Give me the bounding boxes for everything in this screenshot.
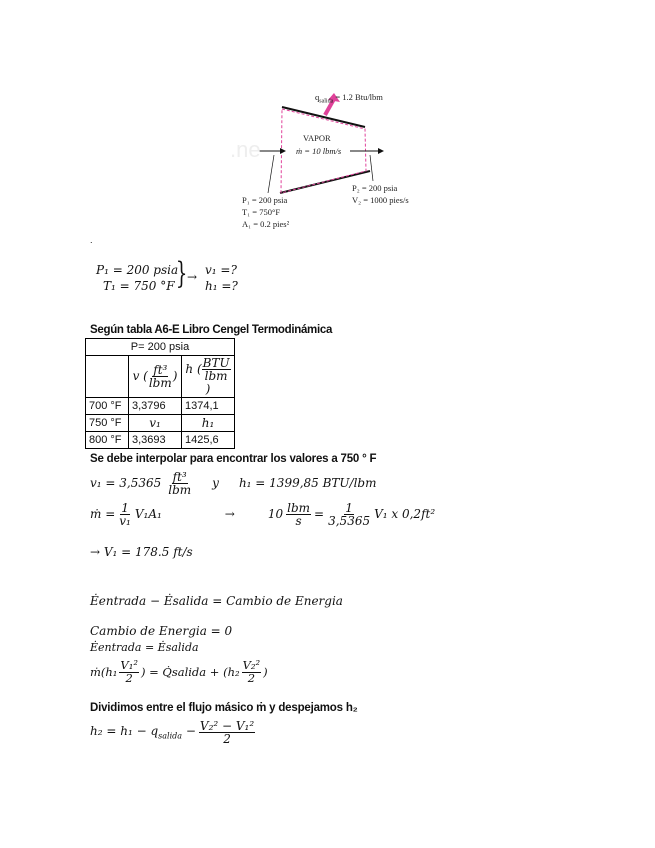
table-header: P= 200 psia xyxy=(86,339,235,356)
eq-velocity: → V₁ = 178.5 ft/s xyxy=(90,545,193,559)
top-wall xyxy=(282,107,365,127)
eq-energy-balance: Ėentrada − Ėsalida = Cambio de Energia xyxy=(90,594,343,608)
eq-interp-result: v₁ = 3,5365 $\frac{\text{ft³}}{\text{lbm}}$ y h₁ = 1399,85 BTU/lbm xyxy=(90,469,377,497)
unknowns: v₁ =? h₁ =? xyxy=(205,263,238,293)
eq-change-zero: Cambio de Energia = 0 xyxy=(90,624,233,638)
watermark: .ne xyxy=(230,137,261,162)
outlet-conditions: P₂ = 200 psia V₂ = 1000 pies/s xyxy=(352,183,409,205)
table-row: 700 °F 3,3796 1374,1 xyxy=(86,398,235,415)
eq-in-out: Ėentrada = Ėsalida xyxy=(90,641,199,654)
interp-text: Se debe interpolar para encontrar los valores a 750 ° F xyxy=(90,453,377,465)
eq-h2: $h_2 = h_1 - q_{salida}$ − $\frac{\text{V₂² − V₁²}}{2}$ xyxy=(90,718,255,746)
arrow: → xyxy=(187,270,198,284)
property-table xyxy=(85,338,235,449)
col-h-header: h ( $\frac{\text{BTU}}{\text{lbm}}$ ) xyxy=(182,356,235,398)
fluid-label: VAPOR xyxy=(303,133,331,143)
brace: } xyxy=(175,256,188,291)
table-row: 800 °F 3,3693 1425,6 xyxy=(86,432,235,449)
given-block: P₁ = 200 psia T₁ = 750 °F xyxy=(96,263,179,293)
mass-flow-label: ṁ = 10 lbm/s xyxy=(296,146,342,156)
table-title: Según tabla A6-E Libro Cengel Termodinámica xyxy=(90,324,333,336)
eq-mass-flow: ṁ = $\frac{1}{\text{v₁}}$ V₁A₁ → 10 $\frac{\text{lbm}}{s}$ = $\frac{1}{3,5365}$ V₁ x 0,2ft² xyxy=(90,500,436,528)
dot-mark: . xyxy=(90,235,93,245)
eq-energy-expanded: ṁ(h₁ $\frac{\text{V₁²}}{2}$ ) = Q̇salida + (h₂ $\frac{\text{V₂²}}{2}$ ) xyxy=(90,658,268,685)
heat-label: $q_{salida} = 1.2$ Btu/lbm xyxy=(315,92,383,105)
col-v-header: v ( $\frac{\text{ft³}}{\text{lbm}}$ ) xyxy=(129,356,182,398)
divide-text: Dividimos entre el flujo másico ṁ y despejamos h₂ xyxy=(90,702,358,714)
inlet-conditions: P₁ = 200 psia T₁ = 750°F A₁ = 0.2 pies² xyxy=(242,195,290,229)
nozzle-figure xyxy=(230,85,430,235)
table-row: 750 °F v₁ h₁ xyxy=(86,415,235,432)
